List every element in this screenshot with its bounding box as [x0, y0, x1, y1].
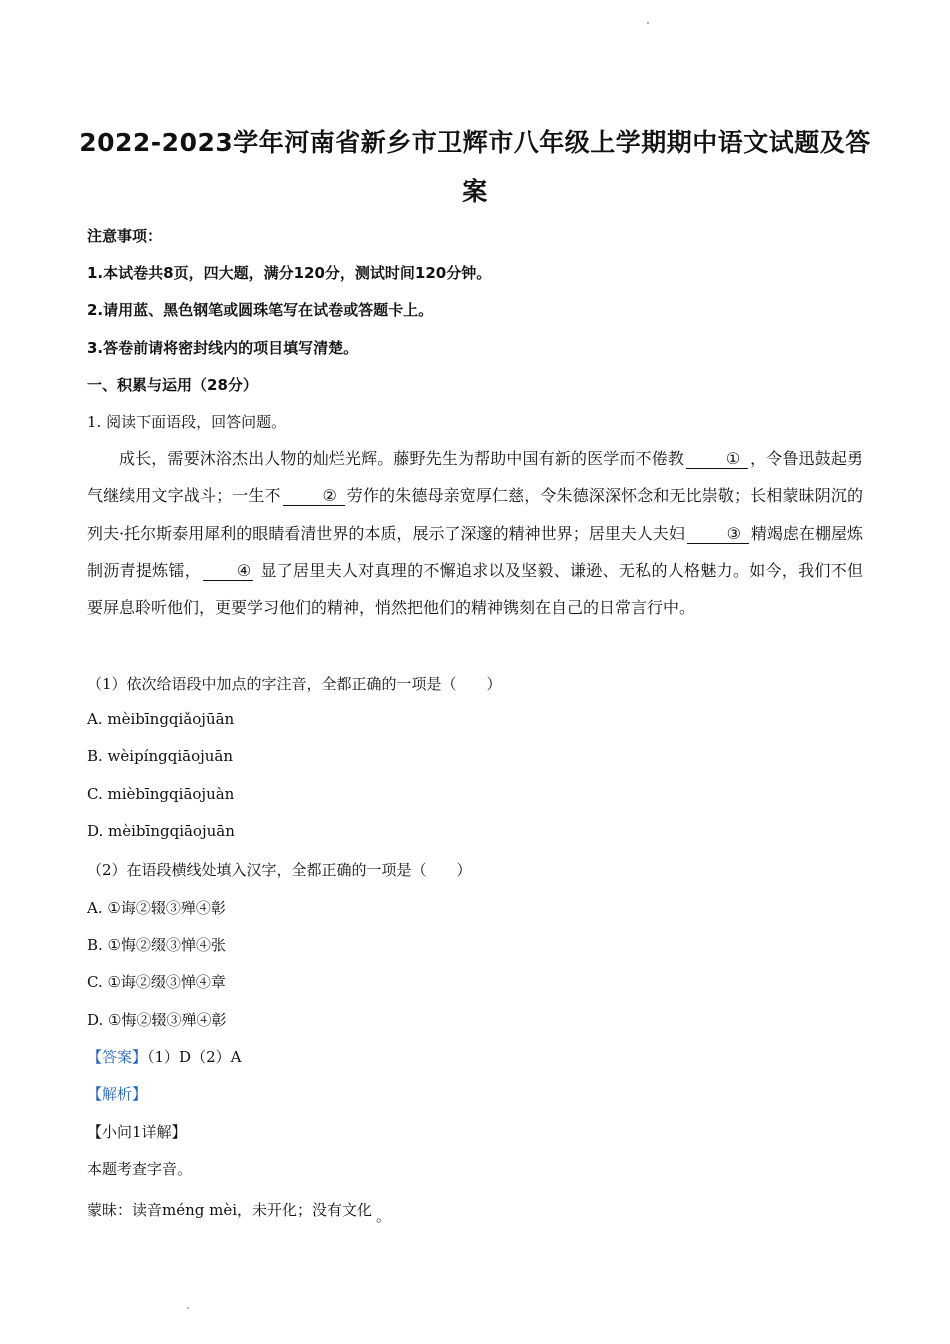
scan-dot: [647, 22, 649, 24]
passage-blank-3: ③: [687, 525, 749, 544]
passage-blank-4: ④: [203, 562, 253, 581]
answer-text: （1）D（2）A: [147, 1048, 242, 1066]
option-2c: C. ①诲②缀③惮④章: [87, 973, 226, 991]
analysis-period: 。: [376, 1207, 392, 1225]
sub-question-2-stem: （2）在语段横线处填入汉字，全都正确的一项是（ ）: [87, 861, 472, 879]
option-2d: D. ①悔②辍③殚④彰: [87, 1011, 227, 1029]
passage-text: ，令鲁迅鼓起勇气继续用文字战斗；一生不: [87, 449, 863, 506]
analysis-line-2: [87, 1199, 392, 1225]
passage-text: 精竭虑在棚屋炼制沥青提炼镭，: [87, 523, 863, 580]
notice-item-3: 3.答卷前请将密封线内的项目填写清楚。: [87, 339, 359, 357]
passage-text: 显了居里夫人对真理的不懈追求以及坚毅、谦逊、无私的人格魅力。如今，我们不但要屏息聆听他们，更要学习他们的精神，悄然把他们的精神镌刻在自己的日常言行中。: [87, 560, 863, 618]
question-stem: 1. 阅读下面语段，回答问题。: [87, 413, 287, 431]
option-2b: B. ①悔②缀③惮④张: [87, 936, 227, 954]
analysis-subheading: 【小问1详解】: [87, 1123, 187, 1141]
analysis-line-1: 本题考查字音。: [87, 1160, 193, 1178]
notice-item-1: 1.本试卷共8页，四大题，满分120分，测试时间120分钟。: [87, 264, 492, 282]
notice-heading: 注意事项：: [87, 227, 163, 245]
notice-item-2: 2.请用蓝、黑色钢笔或圆珠笔写在试卷或答题卡上。: [87, 301, 434, 319]
option-1a: A. mèibīngqiǎojūān: [87, 710, 235, 728]
passage-blank-1: ①: [686, 450, 748, 469]
document-title-line2: 案: [462, 177, 488, 206]
option-1b: B. wèipíngqiāojuān: [87, 747, 234, 765]
scan-dot: [187, 1307, 189, 1309]
sub-question-1-stem: （1）依次给语段中加点的字注音，全都正确的一项是（ ）: [87, 675, 502, 693]
reading-passage: [87, 440, 863, 626]
answer-tag: 【答案】: [87, 1048, 148, 1066]
analysis-tag: 【解析】: [87, 1085, 148, 1103]
option-2a: A. ①诲②辍③殚④彰: [87, 899, 226, 917]
document-title-line1: 2022-2023学年河南省新乡市卫辉市八年级上学期期中语文试题及答: [79, 128, 871, 157]
passage-blank-2: ②: [283, 487, 345, 506]
passage-text: 劳作的朱德母亲宽厚仁慈，令朱德深深怀念和无比崇敬；长相蒙昧阴沉的列夫·托尔斯泰用犀利的眼睛看清世界的本质，展示了深邃的精神世界；居里夫人夫妇: [87, 486, 863, 543]
option-1d: D. mèibīngqiāojuān: [87, 822, 235, 840]
analysis-text: 蒙昧：读音méng mèi，未开化；没有文化: [87, 1201, 373, 1219]
section-heading: 一、积累与运用（28分）: [87, 376, 258, 394]
answer-line: [87, 1046, 241, 1067]
option-1c: C. mièbīngqiāojuàn: [87, 785, 235, 803]
passage-text: 成长，需要沐浴杰出人物的灿烂光辉。藤野先生为帮助中国有新的医学而不倦教: [119, 449, 684, 468]
